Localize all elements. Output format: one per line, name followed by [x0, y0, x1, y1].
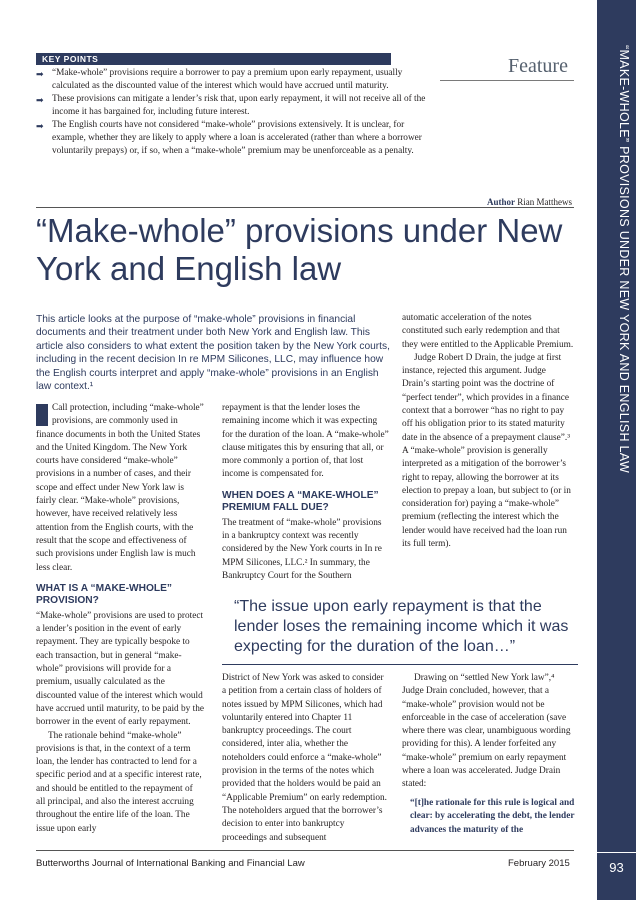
paragraph: Call protection, including “make-whole” provisions, are commonly used in finance documents in both the United States and the United Kingdom. The New York courts have considered “make-whole” provisions in a number of cases, and their scope and effect under New York law is fairly clear. “Make-whole” provisions, however, have received relatively less attention from the English courts, with the result that the scope and effectiveness of such provisions under English law is much less clear. [36, 403, 204, 573]
column-1 [36, 402, 204, 836]
divider [222, 664, 578, 665]
column-2-continued [222, 672, 390, 845]
issue-date: February 2015 [508, 858, 570, 869]
arrow-bullet-icon: ➡ [36, 121, 44, 132]
drop-cap [36, 404, 48, 426]
paragraph: Drawing on “settled New York law”,⁴ Judge Drain concluded, however, that a “make-whole” provision would not be enforceable in the case of acceleration (save where there was clear, unambiguous wording providing for this). A lender forfeited any “make-whole” premium on early repayment where a loan was accelerated. Judge Drain stated: [402, 673, 571, 790]
section-heading: WHEN DOES A “MAKE-WHOLE” PREMIUM FALL DUE? [222, 489, 379, 514]
paragraph: automatic acceleration of the notes constituted such early redemption and that they were entitled to the Applicable Premium. [402, 313, 574, 350]
paragraph: repayment is that the lender loses the remaining income which it was expecting for the duration of the loan. A “make-whole” clause mitigates this by ensuring that all, or more commonly a portion of, that lost income is compensated for. [222, 403, 389, 480]
column-2 [222, 402, 390, 583]
journal-name: Butterworths Journal of International Banking and Financial Law [36, 858, 305, 869]
section-label: Feature [508, 55, 568, 77]
paragraph: The treatment of “make-whole” provisions in a bankruptcy context was recently considered by the New York courts in In re MPM Silicones, LLC.² In summary, the Bankruptcy Court for the Southern [222, 517, 382, 581]
column-3 [402, 312, 574, 551]
divider [36, 850, 574, 851]
column-3-continued [402, 672, 574, 792]
sidebar-title: “MAKE-WHOLE” PROVISIONS UNDER NEW YORK AND ENGLISH LAW [617, 45, 631, 474]
author-label: Author [486, 197, 515, 207]
paragraph: The rationale behind “make-whole” provisions is that, in the context of a term loan, the lender has contracted to lend for a specific period and at a specific interest rate, and should be entitled to the repayment of all principal, and also the interest accruing throughout the entire life of the loan. The issue upon early [36, 730, 202, 834]
divider [440, 80, 574, 81]
article-intro: This article looks at the purpose of “make-whole” provisions in financial documents and their treatment under both New York and English law. This article also considers to what extent the position taken by the New York courts, including in the recent decision In re MPM Silicones, LLC, may influence how the English courts interpret and apply “make-whole” provisions in an English law context.¹ [36, 314, 390, 393]
arrow-bullet-icon: ➡ [36, 69, 44, 79]
key-point-item: ➡ “Make-whole” provisions require a borrower to pay a premium upon early repayment, usually calculated as the discounted value of the interest which would have accrued until maturity. [36, 68, 403, 91]
paragraph: “Make-whole” provisions are used to protect a lender’s position in the event of early repayment. They are typically bespoke to each transaction, but in general “make-whole” provisions will provide for a premium, usually calculated as the discounted value of the interest which would have accrued until maturity, to be paid by the borrower in the event of early repayment. [36, 610, 204, 728]
key-point-item: ➡ These provisions can mitigate a lender’s risk that, upon early repayment, it will not receive all of the income it has bargained for, including future interest. [36, 94, 426, 117]
key-points-heading: KEY POINTS [36, 53, 391, 65]
paragraph: Judge Robert D Drain, the judge at first instance, rejected this argument. Judge Drain’s starting point was the doctrine of “perfect tender”, which provides in a finance context that a borrower “has no right to pay off his obligation prior to its stated maturity date in the absence of a prepayment clause”.³ A “make-whole” provision is generally interpreted as a mitigation of the borrower’s right to repay, allowing the borrower at its election to prepay a loan, but subject to (or in consideration for) paying a “make-whole” premium (reflecting the interest which the lender would have received had the loan run its full term). [402, 352, 571, 550]
divider [36, 207, 574, 208]
article-title: “Make-whole” provisions under New York and English law [36, 212, 563, 287]
page-number: 93 [597, 852, 636, 882]
arrow-bullet-icon: ➡ [36, 95, 44, 106]
author-line [487, 197, 572, 207]
block-quote: “[t]he rationale for this rule is logical and clear: by accelerating the debt, the lender advances the maturity of the [410, 798, 575, 835]
author-name: Rian Matthews [517, 197, 572, 207]
section-heading: WHAT IS A “MAKE-WHOLE” PROVISION? [36, 582, 173, 607]
paragraph: District of New York was asked to consider a petition from a certain class of holders of notes issued by MPM Silicones, which had voluntarily entered into Chapter 11 bankruptcy proceedings. The court considered, inter alia, whether the noteholders could enforce a “make-whole” provision in the terms of the notes which provided that the holders would be paid an “Applicable Premium” on early redemption. The noteholders argued that the borrower’s decision to enter into bankruptcy proceedings and subsequent [222, 673, 387, 843]
pull-quote: “The issue upon early repayment is that the lender loses the remaining income which it was expecting for the duration of the loan…” [234, 598, 569, 655]
key-points-list [36, 67, 436, 158]
key-point-item: ➡ The English courts have not considered “make-whole” provisions extensively. It is unclear, for example, whether they are likely to apply where a loan is accelerated (rather than where a borrower voluntarily prepays) or, if so, when a “make-whole” premium may be unenforceable as a penalty. [36, 120, 422, 156]
